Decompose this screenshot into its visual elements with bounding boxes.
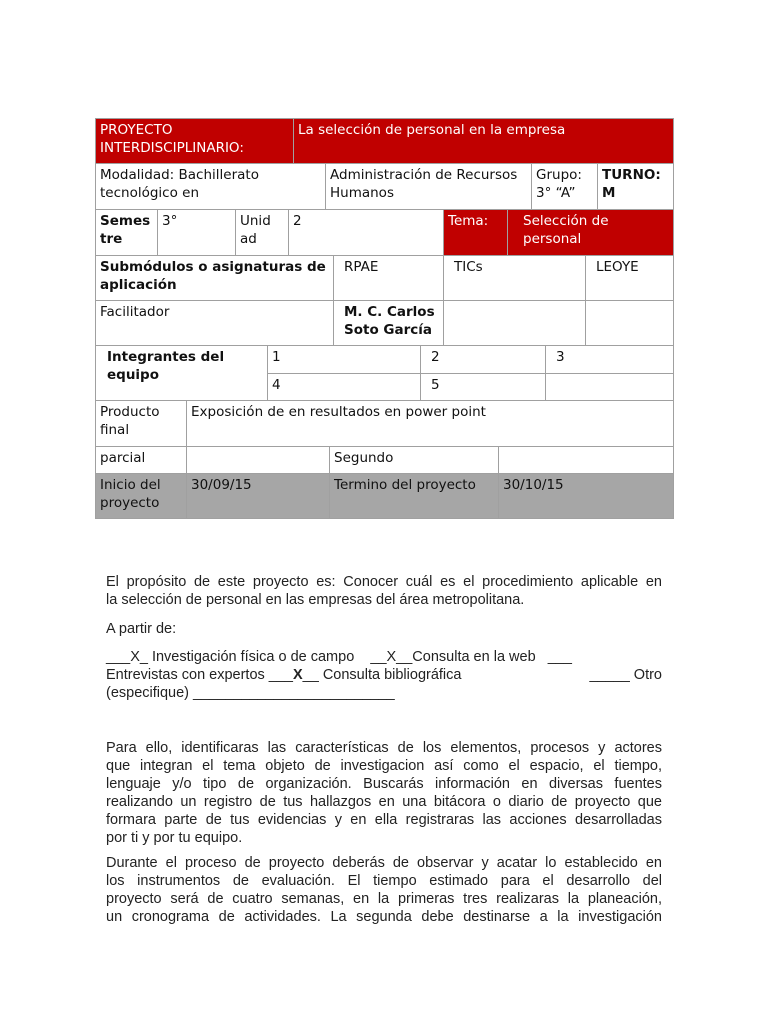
paragraph-options [106,648,662,702]
text-line: por ti y por tu equipo. [106,830,243,846]
integrante-2: 2 [420,345,546,374]
parcial-label: parcial [95,446,187,474]
carrera: Administración de Recursos Humanos [325,163,532,210]
semestre-label: Semes tre [95,209,158,256]
otro-option: _____ Otro [589,667,662,683]
tema-label: Tema: [443,209,508,256]
turno: TURNO: M [597,163,674,210]
text-line: que integran el tema objeto de investigacion así como el espacio, el tiempo, [106,758,662,774]
text-line: A partir de: [106,621,177,637]
integrante-1: 1 [267,345,421,374]
modalidad: Modalidad: Bachillerato tecnológico en [95,163,326,210]
text-line: realizando un registro de tus hallazgos en una bitácora o diario de proyecto que [106,794,662,810]
paragraph-proposito [106,573,662,609]
submodulo-leoye: LEOYE [585,255,674,301]
empty-cell [585,300,674,346]
paragraph-a-partir [106,620,662,638]
submodulo-rpae: RPAE [333,255,444,301]
text: Entrevistas con expertos ___ [106,667,293,683]
empty-cell [443,300,586,346]
text-line: Para ello, identificaras las características de los elementos, procesos y actores [106,740,662,756]
submodulo-tics: TICs [443,255,586,301]
text-line: lenguaje y/o tipo de organización. Buscarás información en diversas fuentes [106,776,662,792]
options-left [106,666,461,684]
mark-x: X [293,667,303,683]
paragraph-para-ello [106,739,662,847]
text-line: proyecto será de cuatro semanas, en la primeras tres realizaras la planeación, [106,891,662,907]
proyecto-value: La selección de personal en la empresa [293,118,674,164]
options-line-2 [106,666,662,684]
empty-cell [186,446,330,474]
text: __ Consulta bibliográfica [302,667,462,683]
integrante-4: 4 [267,373,421,401]
producto-label: Producto final [95,400,187,447]
facilitador-value: M. C. Carlos Soto García [333,300,444,346]
proyecto-label: PROYECTO INTERDISCIPLINARIO: [95,118,294,164]
paragraph-durante [106,854,662,926]
empty-cell [498,446,674,474]
unidad-value: 2 [288,209,444,256]
integrante-5: 5 [420,373,546,401]
integrante-3: 3 [545,345,674,374]
facilitador-label: Facilitador [95,300,334,346]
options-line: ___X_ Investigación física o de campo __X__Consulta en la web ___ [106,649,572,665]
parcial-value: Segundo [329,446,499,474]
empty-cell [545,373,674,401]
especifique-line: (especifique) _________________________ [106,685,395,701]
text-line: un cronograma de actividades. La segunda debe destinarse a la investigación [106,909,662,925]
text-line: los instrumentos de evaluación. El tiempo estimado para el desarrollo del [106,873,662,889]
integrantes-label: Integrantes del equipo [95,345,268,401]
termino-label: Termino del proyecto [329,473,499,519]
termino-value: 30/10/15 [498,473,674,519]
producto-value: Exposición de en resultados en power point [186,400,674,447]
unidad-label: Unid ad [235,209,289,256]
text-line: la selección de personal en las empresas del área metropolitana. [106,592,525,608]
text-line: El propósito de este proyecto es: Conocer cuál es el procedimiento aplicable en [106,574,662,590]
grupo: Grupo: 3° “A” [531,163,598,210]
text-line: formara parte de tus evidencias y en ella registraras las acciones desarrolladas [106,812,662,828]
inicio-label: Inicio del proyecto [95,473,187,519]
submodulos-label: Submódulos o asignaturas de aplicación [95,255,334,301]
inicio-value: 30/09/15 [186,473,330,519]
text-line: Durante el proceso de proyecto deberás de observar y acatar lo establecido en [106,855,662,871]
tema-value: Selección de personal [507,209,674,256]
semestre-value: 3° [157,209,236,256]
